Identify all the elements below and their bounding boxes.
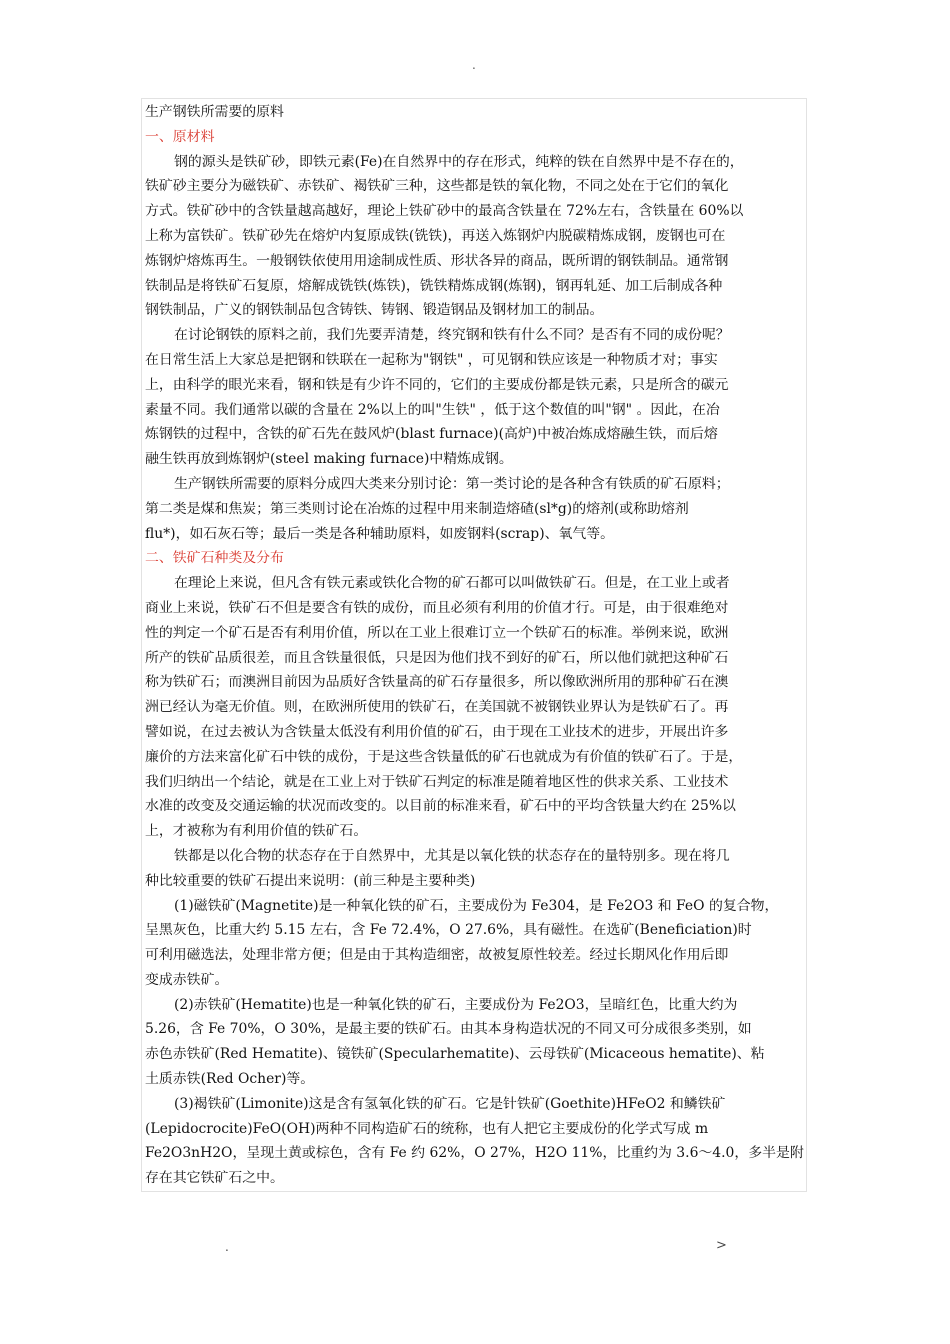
paragraph-line: 水准的改变及交通运输的状况而改变的。以目前的标准来看，矿石中的平均含铁量大约在 25%以 — [145, 798, 736, 815]
document-title: 生产钢铁所需要的原料 — [145, 104, 284, 120]
paragraph-line: 土质赤铁(Red Ocher)等。 — [145, 1071, 315, 1088]
paragraph-line: 存在其它铁矿石之中。 — [145, 1170, 284, 1187]
paragraph-line: 在讨论钢铁的原料之前，我们先要弄清楚，终究钢和铁有什么不同？是否有不同的成份呢？ — [174, 327, 730, 344]
paragraph-line: 商业上来说，铁矿石不但是要含有铁的成份，而且必须有利用的价值才行。可是，由于很难绝对 — [145, 599, 729, 616]
paragraph-line: 赤色赤铁矿(Red Hematite)、镜铁矿(Specularhematite)、云母铁矿(Micaceous hematite)、粘 — [145, 1046, 765, 1063]
paragraph-line: 譬如说，在过去被认为含铁量太低没有利用价值的矿石，由于现在工业技术的进步，开展出许多 — [145, 723, 729, 740]
paragraph-line: 廉价的方法来富化矿石中铁的成份，于是这些含铁量低的矿石也就成为有价值的铁矿石了。于是， — [145, 748, 743, 765]
paragraph-line: (2)赤铁矿(Hematite)也是一种氧化铁的矿石，主要成份为 Fe2O3，呈暗红色，比重大约为 — [174, 996, 738, 1013]
paragraph-line: (3)褐铁矿(Limonite)这是含有氢氧化铁的矿石。它是针铁矿(Goethite)HFeO2 和鳞铁矿 — [174, 1095, 726, 1112]
paragraph-line: 性的判定一个矿石是否有利用价值，所以在工业上很难订立一个铁矿石的标准。举例来说，欧洲 — [145, 624, 729, 641]
paragraph-line: 铁都是以化合物的状态存在于自然界中，尤其是以氧化铁的状态存在的量特别多。现在将几 — [174, 847, 730, 864]
paragraph-line: 铁制品是将铁矿石复原，熔解成铣铁(炼铁)，铣铁精炼成钢(炼钢)，钢再轧延、加工后制成各种 — [145, 277, 723, 294]
paragraph-line: 在理论上来说，但凡含有铁元素或铁化合物的矿石都可以叫做铁矿石。但是，在工业上或者 — [174, 575, 730, 592]
paragraph-line: 可利用磁选法，处理非常方便；但是由于其构造细密，故被复原性较差。经过长期风化作用后即 — [145, 947, 729, 964]
paragraph-line: (1)磁铁矿(Magnetite)是一种氧化铁的矿石，主要成份为 Fe304，是 Fe2O3 和 FeO 的复合物， — [174, 897, 779, 914]
paragraph-line: 素量不同。我们通常以碳的含量在 2%以上的叫"生铁" ，低于这个数值的叫"钢" 。因此，在冶 — [145, 401, 720, 418]
paragraph-line: (Lepidocrocite)FeO(OH)两种不同构造矿石的统称，也有人把它主要成份的化学式写成 m — [145, 1120, 709, 1137]
paragraph-line: 上，才被称为有利用价值的铁矿石。 — [145, 823, 368, 840]
paragraph-line: 称为铁矿石；而澳洲目前因为品质好含铁量高的矿石存量很多，所以像欧洲所用的那种矿石在澳 — [145, 674, 729, 691]
paragraph-line: 炼钢铁的过程中，含铁的矿石先在鼓风炉(blast furnace)(高炉)中被冶炼成熔融生铁，而后熔 — [145, 426, 718, 443]
paragraph-line: 炼钢炉熔炼再生。一般钢铁依使用用途制成性质、形状各异的商品，既所谓的钢铁制品。通常钢 — [145, 252, 729, 269]
footer-left-mark: . — [225, 1240, 229, 1254]
section-heading: 二、铁矿石种类及分布 — [145, 550, 284, 567]
paragraph-line: 钢的源头是铁矿砂，即铁元素(Fe)在自然界中的存在形式，纯粹的铁在自然界中是不存在的， — [174, 153, 744, 170]
paragraph-line: 变成赤铁矿。 — [145, 971, 229, 988]
paragraph-line: 上，由科学的眼光来看，钢和铁是有少许不同的，它们的主要成份都是铁元素，只是所含的碳元 — [145, 376, 729, 393]
paragraph-line: 钢铁制品，广义的钢铁制品包含铸铁、铸钢、锻造钢品及钢材加工的制品。 — [145, 302, 604, 319]
paragraph-line: 呈黑灰色，比重大约 5.15 左右，含 Fe 72.4%，O 27.6%，具有磁性。在选矿(Beneficiation)时 — [145, 922, 752, 939]
footer-next-mark: > — [716, 1238, 727, 1253]
paragraph-line: 第二类是煤和焦炭；第三类则讨论在冶炼的过程中用来制造熔碴(sl*g)的熔剂(或称助熔剂 — [145, 500, 689, 517]
paragraph-line: 所产的铁矿品质很差，而且含铁量很低，只是因为他们找不到好的矿石，所以他们就把这种矿石 — [145, 649, 729, 666]
paragraph-line: 在日常生活上大家总是把钢和铁联在一起称为"钢铁" ，可见钢和铁应该是一种物质才对；事实 — [145, 351, 718, 368]
paragraph-line: 洲已经认为毫无价值。则，在欧洲所使用的铁矿石，在美国就不被钢铁业界认为是铁矿石了。再 — [145, 699, 729, 716]
paragraph-line: Fe2O3nH2O，呈现土黄或棕色，含有 Fe 约 62%，O 27%，H2O 11%，比重约为 3.6～4.0，多半是附 — [145, 1145, 804, 1162]
paragraph-line: 种比较重要的铁矿石提出来说明：(前三种是主要种类) — [145, 872, 476, 889]
section-heading: 一、原材料 — [145, 128, 215, 145]
paragraph-line: 我们归纳出一个结论，就是在工业上对于铁矿石判定的标准是随着地区性的供求关系、工业技术 — [145, 773, 729, 790]
paragraph-line: 5.26，含 Fe 70%，O 30%，是最主要的铁矿石。由其本身构造状况的不同又可分成很多类别，如 — [145, 1021, 752, 1038]
page-top-mark: . — [472, 58, 476, 72]
paragraph-line: 上称为富铁矿。铁矿砂先在熔炉内复原成铁(铣铁)，再送入炼钢炉内脱碳精炼成钢，废钢也可在 — [145, 227, 726, 244]
paragraph-line: 融生铁再放到炼钢炉(steel making furnace)中精炼成钢。 — [145, 451, 513, 468]
paragraph-line: 铁矿砂主要分为磁铁矿、赤铁矿、褐铁矿三种，这些都是铁的氧化物，不同之处在于它们的氧化 — [145, 178, 729, 195]
paragraph-line: 方式。铁矿砂中的含铁量越高越好，理论上铁矿砂中的最高含铁量在 72%左右，含铁量在 60%以 — [145, 203, 744, 220]
paragraph-line: 生产钢铁所需要的原料分成四大类来分别讨论：第一类讨论的是各种含有铁质的矿石原料； — [174, 475, 730, 492]
document-body — [145, 100, 805, 1191]
paragraph-line: flu*)，如石灰石等；最后一类是各种辅助原料，如废钢料(scrap)、氧气等。 — [145, 525, 615, 542]
